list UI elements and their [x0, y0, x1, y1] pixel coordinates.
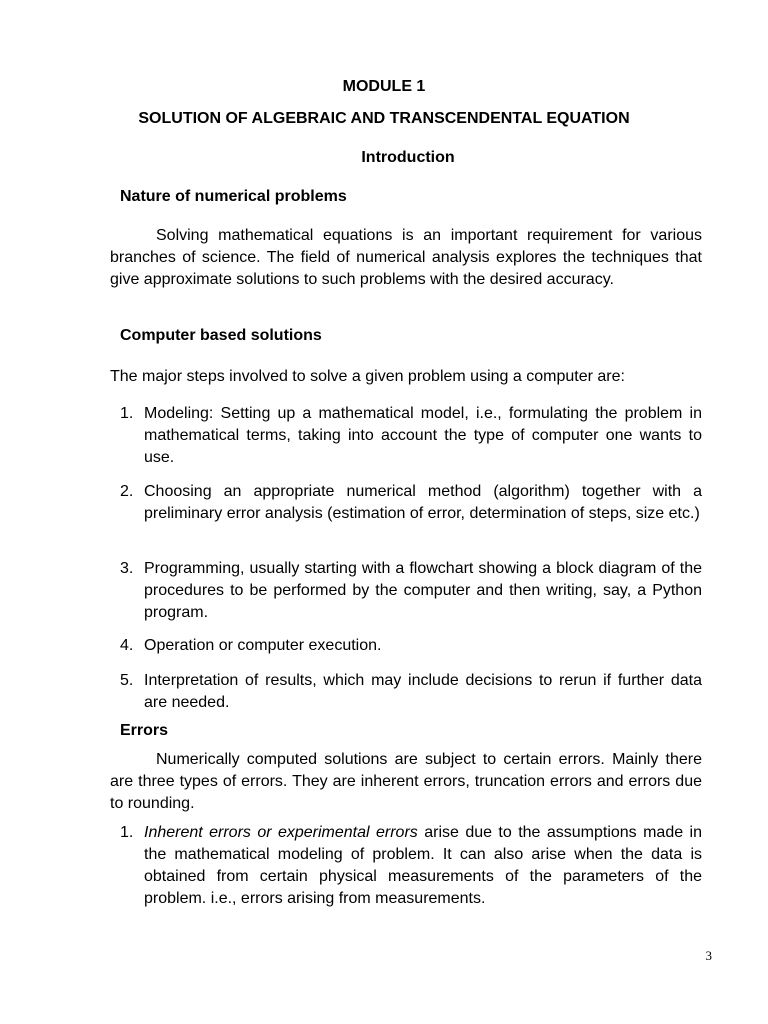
list-text [144, 822, 702, 910]
list-item [110, 635, 702, 657]
errors-heading: Errors [120, 722, 169, 739]
error-term: Inherent errors or experimental errors [144, 824, 418, 841]
intro-heading: Introduction [361, 149, 455, 166]
list-number: 1. [120, 824, 134, 841]
list-text: Programming, usually starting with a flowchart showing a block diagram of the procedures to be performed by the computer and then writing, say, a Python program. [144, 560, 702, 621]
errors-paragraph: Numerically computed solutions are subject to certain errors. Mainly there are three types of errors. They are inherent errors, truncation errors and errors due to rounding. [110, 751, 702, 812]
nature-paragraph: Solving mathematical equations is an important requirement for various branches of science. The field of numerical analysis explores the techniques that give approximate solutions to such problems with the desired accuracy. [110, 227, 702, 288]
list-number: 5. [120, 672, 134, 689]
page-number: 3 [705, 948, 712, 963]
list-number: 2. [120, 483, 134, 500]
list-number: 4. [120, 637, 134, 654]
list-text: Interpretation of results, which may include decisions to rerun if further data are needed. [144, 672, 702, 711]
list-text: Choosing an appropriate numerical method (algorithm) together with a preliminary error analysis (estimation of error, determination of steps, size etc.) [144, 483, 702, 522]
list-item [110, 403, 702, 469]
module-title: MODULE 1 [342, 78, 426, 95]
chapter-title: SOLUTION OF ALGEBRAIC AND TRANSCENDENTAL EQUATION [138, 110, 630, 127]
list-text: Modeling: Setting up a mathematical model, i.e., formulating the problem in mathematical terms, taking into account the type of computer one wants to use. [144, 405, 702, 466]
list-number: 1. [120, 405, 134, 422]
list-item [110, 481, 702, 525]
nature-heading: Nature of numerical problems [120, 188, 347, 205]
list-number: 3. [120, 560, 134, 577]
list-item [110, 670, 702, 714]
error-description: arise due to the assumptions made in the mathematical modeling of problem. It can also arise when the data is obtained from certain physical measurements of the parameters of the problem. i.e., errors arising from measurements. [144, 824, 703, 907]
list-text: Operation or computer execution. [144, 637, 382, 654]
computer-lead: The major steps involved to solve a given problem using a computer are: [110, 368, 625, 385]
list-item [110, 558, 702, 624]
computer-heading: Computer based solutions [120, 327, 322, 344]
list-item [110, 822, 702, 910]
